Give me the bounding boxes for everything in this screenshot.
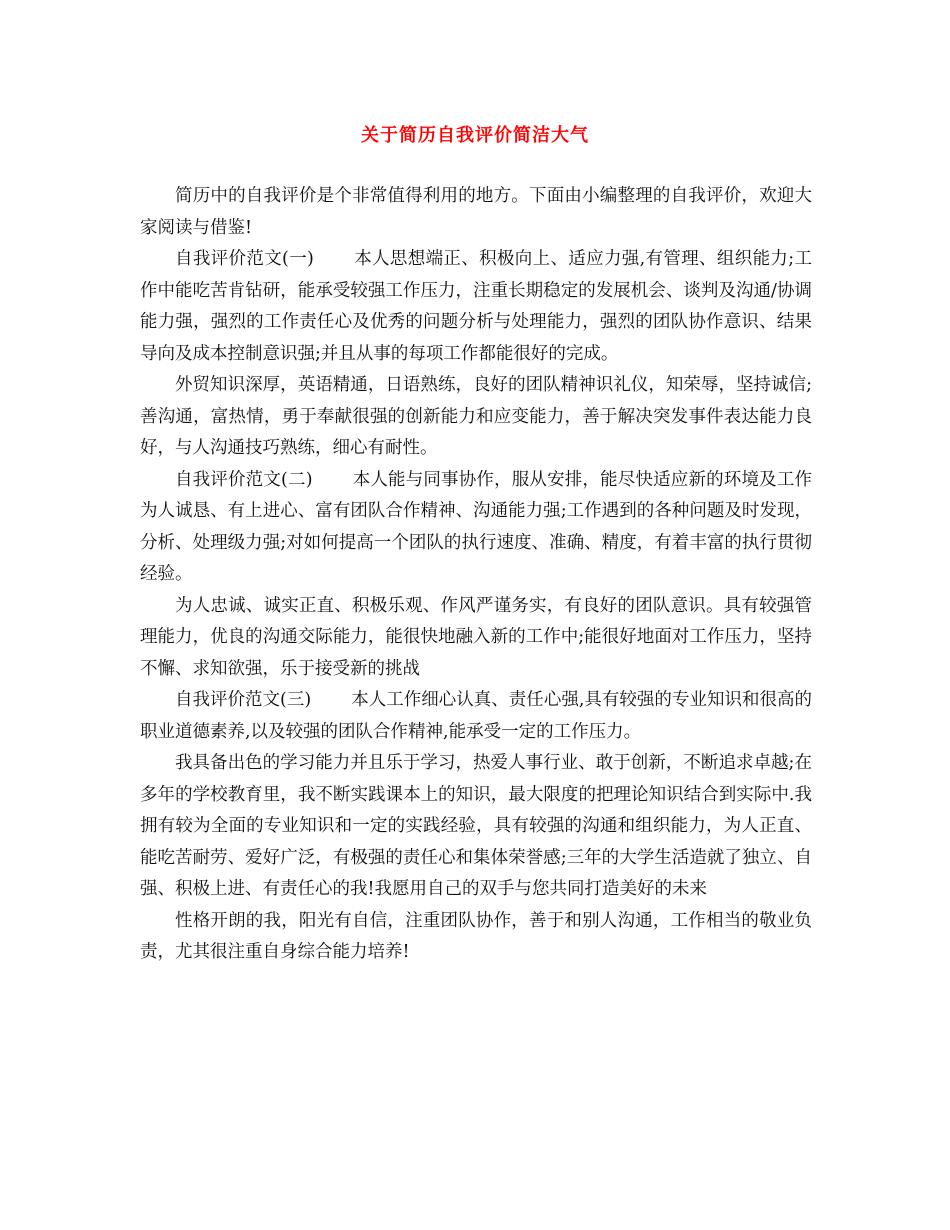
paragraph-text: 简历中的自我评价是个非常值得利用的地方。下面由小编整理的自我评价，欢迎大家阅读与借鉴! [140, 186, 812, 238]
paragraph-sample-2-cont [140, 591, 812, 686]
paragraph-heading: 自我评价范文(二) [175, 469, 313, 490]
paragraph-text: 本人工作细心认真、责任心强,具有较强的专业知识和很高的职业道德素养,以及较强的团队合作精神,能承受一定的工作压力。 [140, 690, 812, 742]
paragraph-sample-2 [140, 465, 812, 591]
paragraph-text: 为人忠诚、诚实正直、积极乐观、作风严谨务实，有良好的团队意识。具有较强管理能力，优良的沟通交际能力，能很快地融入新的工作中;能很好地面对工作压力，坚持不懈、求知欲强，乐于接受新的挑战 [140, 595, 812, 679]
document-body [140, 181, 812, 969]
paragraph-sample-1-cont [140, 370, 812, 465]
paragraph-text: 外贸知识深厚，英语精通，日语熟练，良好的团队精神识礼仪，知荣辱，坚持诚信;善沟通，富热情，勇于奉献很强的创新能力和应变能力，善于解决突发事件表达能力良好，与人沟通技巧熟练，细心有耐性。 [140, 375, 812, 458]
paragraph-text: 我具备出色的学习能力并且乐于学习，热爱人事行业、敢于创新，不断追求卓越;在多年的学校教育里，我不断实践课本上的知识，最大限度的把理论知识结合到实际中.我拥有较为全面的专业知识和一定的实践经验，具有较强的沟通和组织能力，为人正直、能吃苦耐劳、爱好广泛，有极强的责任心和集体荣誉感;三年的大学生活造就了独立、自强、积极上进、有责任心的我!我愿用自己的双手与您共同打造美好的未来 [140, 753, 812, 899]
paragraph-sample-3 [140, 685, 812, 748]
paragraph-closing [140, 906, 812, 969]
document-title: 关于简历自我评价简洁大气 [361, 125, 589, 146]
paragraph-sample-3-cont [140, 748, 812, 906]
paragraph-text: 本人能与同事协作，服从安排，能尽快适应新的环境及工作为人诚恳、有上进心、富有团队合作精神、沟通能力强;工作遇到的各种问题及时发现，分析、处理级力强;对如何提高一个团队的执行速度、准确、精度，有着丰富的执行贯彻经验。 [140, 469, 812, 584]
paragraph-text: 性格开朗的我，阳光有自信，注重团队协作，善于和别人沟通，工作相当的敬业负责，尤其很注重自身综合能力培养! [140, 910, 812, 962]
paragraph-text: 本人思想端正、积极向上、适应力强,有管理、组织能力;工作中能吃苦肯钻研，能承受较强工作压力，注重长期稳定的发展机会、谈判及沟通/协调能力强，强烈的工作责任心及优秀的问题分析与处理能力，强烈的团队协作意识、结果导向及成本控制意识强;并且从事的每项工作都能很好的完成。 [140, 249, 812, 364]
paragraph-sample-1 [140, 244, 812, 370]
paragraph-heading: 自我评价范文(一) [175, 249, 314, 269]
paragraph-heading: 自我评价范文(三) [175, 690, 312, 710]
paragraph-intro [140, 181, 812, 244]
